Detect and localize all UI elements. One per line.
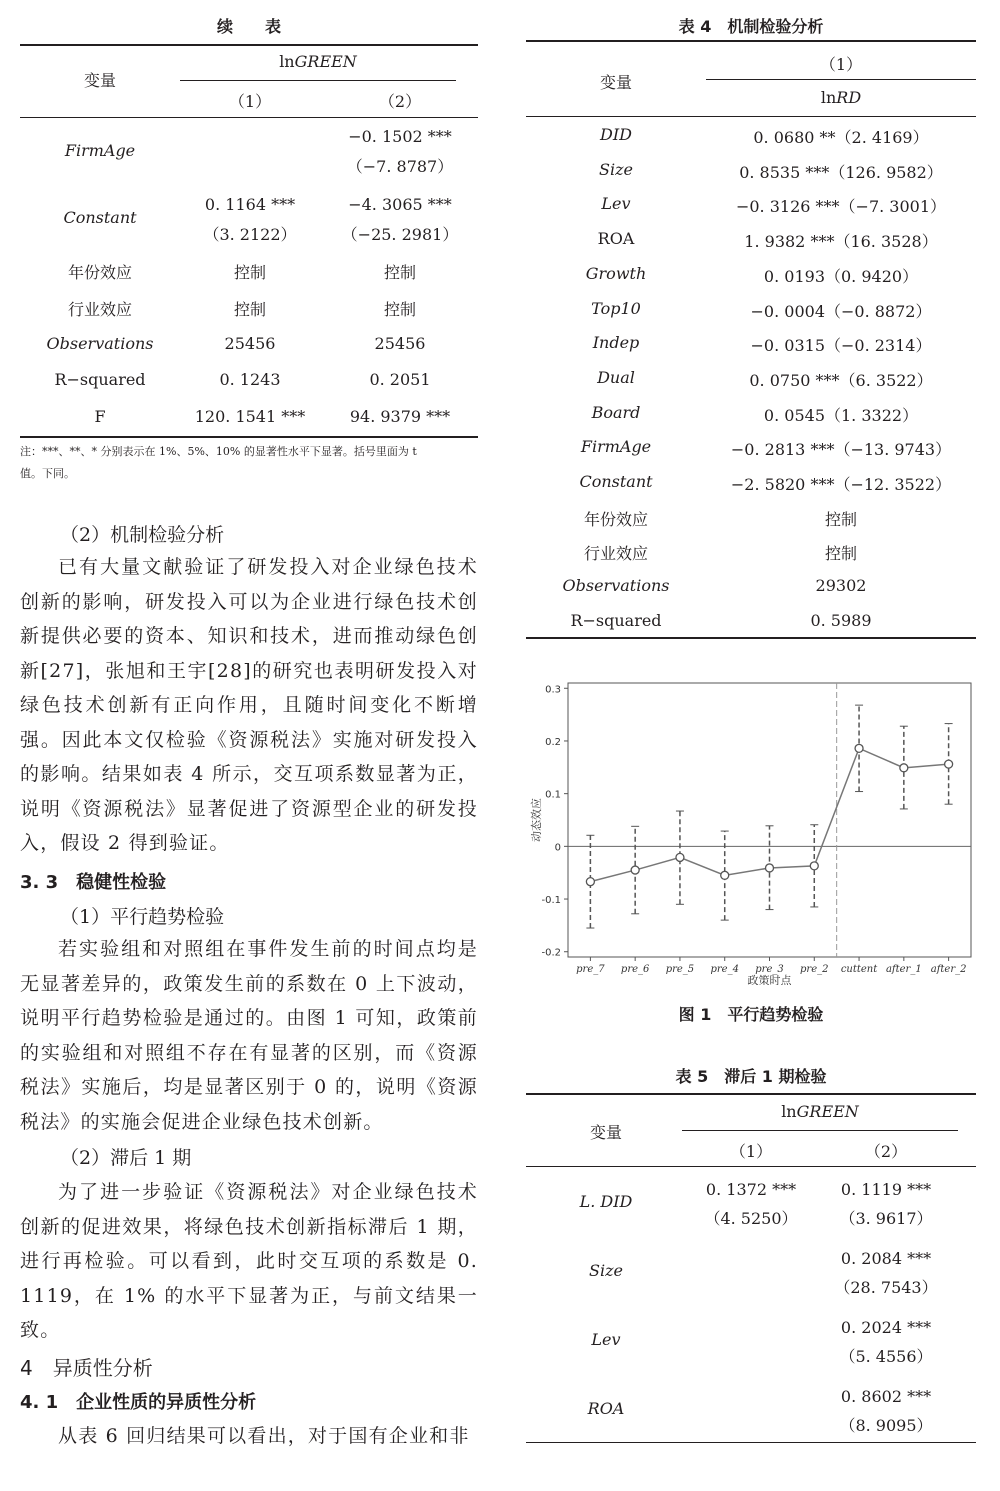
table4-span-rule xyxy=(706,79,976,80)
table5-row-label: Lev xyxy=(591,1330,621,1349)
table-cell: （−7. 8787） xyxy=(346,157,454,176)
table4-row-label: R−squared xyxy=(570,610,662,630)
header-variable: 变量 xyxy=(83,71,116,90)
table5-cell: 0. 1372 *** xyxy=(705,1180,797,1199)
header-span-rule xyxy=(180,80,456,81)
note-line: 值。下同。 xyxy=(20,467,75,480)
x-axis-label: 政策时点 xyxy=(747,974,792,985)
data-point xyxy=(586,878,594,886)
row-label: Constant xyxy=(63,208,137,227)
table4-cell: 0. 8535 ***（126. 9582） xyxy=(739,162,943,182)
table4-cell: 控制 xyxy=(824,509,857,529)
table-cell: 0. 1243 xyxy=(219,370,281,389)
table4-row-label: 年份效应 xyxy=(583,509,648,529)
table4-header-rule xyxy=(526,116,976,117)
table5-header-col1: （1） xyxy=(729,1142,773,1161)
table-note xyxy=(20,441,478,485)
table5-caption: 表 5 滞后 1 期检验 xyxy=(675,1067,827,1086)
y-tick-label: 0 xyxy=(554,842,561,854)
table5-cell: 0. 8602 *** xyxy=(840,1387,932,1406)
table4-bottom-rule xyxy=(526,637,976,639)
heading-parallel-trend: （1）平行趋势检验 xyxy=(60,906,225,928)
table-cell: −0. 1502 *** xyxy=(348,127,452,146)
table-cell: 0. 1164 *** xyxy=(204,195,296,214)
header-dependent: lnGREEN xyxy=(279,52,357,71)
figure1-chart xyxy=(526,675,976,985)
heading-mechanism: （2）机制检验分析 xyxy=(60,524,225,546)
x-tick-label: pre_5 xyxy=(665,964,695,975)
table4-cell: 0. 0545（1. 3322） xyxy=(763,405,919,425)
table4-row-label: ROA xyxy=(597,229,635,249)
header-rule xyxy=(20,117,478,118)
table5-top-rule xyxy=(526,1093,976,1095)
y-tick-label: 0.1 xyxy=(545,789,561,801)
header-col2: （2） xyxy=(378,92,422,111)
table5-cell: （4. 5250） xyxy=(704,1209,798,1228)
note-line: 注：***、**、* 分别表示在 1%、5%、10% 的显著性水平下显著。括号里面为 t xyxy=(20,445,417,458)
series-line xyxy=(590,748,948,881)
table4-row-label: Dual xyxy=(597,367,635,387)
table4-cell: −2. 5820 ***（−12. 3522） xyxy=(730,475,952,494)
y-tick-label: -0.2 xyxy=(541,947,561,959)
heading-lag: （2）滞后 1 期 xyxy=(60,1147,192,1169)
header-col1: （1） xyxy=(228,92,272,111)
table-cell: 控制 xyxy=(383,263,416,282)
row-label: Observations xyxy=(46,334,154,353)
table4-header-variable: 变量 xyxy=(599,73,632,92)
data-point xyxy=(631,866,639,874)
table-cell: 25456 xyxy=(224,334,276,353)
row-label: 行业效应 xyxy=(67,300,132,319)
table4-cell: 0. 0193（0. 9420） xyxy=(763,266,919,286)
table4-row-label: DID xyxy=(600,125,632,144)
table5-header-dependent: lnGREEN xyxy=(781,1102,859,1121)
y-axis-label: 动态效应 xyxy=(530,798,543,842)
table5-cell: 0. 1119 *** xyxy=(840,1180,932,1199)
table-cell: 0. 2051 xyxy=(369,370,431,389)
data-point xyxy=(721,871,729,879)
figure1-caption: 图 1 平行趋势检验 xyxy=(678,1005,824,1024)
table4-row-label: Observations xyxy=(562,576,670,596)
table5-span-rule xyxy=(682,1130,958,1131)
table4-row-label: 行业效应 xyxy=(583,544,648,564)
table4-cell: −0. 0004（−0. 8872） xyxy=(750,301,932,321)
table5-bottom-rule xyxy=(526,1442,976,1443)
data-point xyxy=(676,853,684,861)
table5-header-col2: （2） xyxy=(864,1142,908,1161)
table5-row-label: L. DID xyxy=(579,1192,633,1211)
data-point xyxy=(810,862,818,870)
table4-cell: 0. 0750 ***（6. 3522） xyxy=(749,370,933,390)
table4-cell: 29302 xyxy=(815,576,867,596)
table-cell: （3. 2122） xyxy=(203,225,297,244)
table4-row-label: Size xyxy=(599,159,633,179)
section-3-3: 3. 3 稳健性检验 xyxy=(20,872,167,893)
x-tick-label: after_1 xyxy=(885,964,922,975)
table4-caption: 表 4 机制检验分析 xyxy=(678,17,824,36)
paragraph-mechanism: 已有大量文献验证了研发投入对企业绿色技术创新的影响，研发投入可以为企业进行绿色技术创新提供必要的资本、知识和技术，进而推动绿色创新[27]，张旭和王宇[28]的研究也表明研发投入对绿色技术创新有正向作用，且随时间变化不断增强。因此本文仅检验《资源税法》实施对研发投入的影响。结果如表 4 所示，交互项系数显著为正，说明《资源税法》显著促进了资源型企业的研发投入，假设 2 得到验证。 xyxy=(20,556,478,854)
row-label: R−squared xyxy=(54,370,146,389)
table4-row-label: Indep xyxy=(592,333,640,353)
table4-cell: 1. 9382 ***（16. 3528） xyxy=(744,232,938,252)
table-cont-caption: 续 表 xyxy=(216,17,281,36)
table4-header-col1: （1） xyxy=(819,55,863,74)
x-tick-label: pre_4 xyxy=(710,964,739,975)
table-cell: 控制 xyxy=(383,300,416,319)
table-cell: 控制 xyxy=(233,300,266,319)
table4-cell: 控制 xyxy=(824,544,857,564)
table-bottom-rule xyxy=(20,436,478,438)
table4-header-dependent: lnRD xyxy=(820,88,862,107)
section-4: 4 异质性分析 xyxy=(20,1356,153,1380)
table-cell: 控制 xyxy=(233,263,266,282)
table5-cell: （28. 7543） xyxy=(834,1278,938,1297)
x-tick-label: pre_6 xyxy=(620,964,650,975)
table5-cell: （3. 9617） xyxy=(839,1209,933,1228)
table5-cell: （8. 9095） xyxy=(839,1416,933,1435)
table5-header-variable: 变量 xyxy=(589,1123,622,1142)
table-top-rule xyxy=(20,44,478,46)
table5-cell: （5. 4556） xyxy=(839,1347,933,1366)
table4-row-label: FirmAge xyxy=(580,437,652,457)
x-tick-label: pre_2 xyxy=(800,964,829,975)
x-tick-label: after_2 xyxy=(930,964,967,975)
row-label: 年份效应 xyxy=(67,263,132,282)
plot-frame xyxy=(568,683,971,957)
table4-cell: 0. 0680 **（2. 4169） xyxy=(753,128,929,147)
table4-cell: 0. 5989 xyxy=(810,610,872,630)
paragraph-4-1: 从表 6 回归结果可以看出，对于国有企业和非 xyxy=(58,1425,470,1447)
table4-top-rule xyxy=(526,40,976,42)
table-cell: 120. 1541 *** xyxy=(194,407,306,426)
table5-row-label: ROA xyxy=(587,1399,625,1418)
paragraph-parallel-trend: 若实验组和对照组在事件发生前的时间点均是无显著差异的，政策发生前的系数在 0 上下波动，说明平行趋势检验是通过的。由图 1 可知，政策前的实验组和对照组不存在有显著的区别，而《资源税法》实施后，均是显著区别于 0 的，说明《资源税法》的实施会促进企业绿色技术创新。 xyxy=(20,938,478,1133)
data-point xyxy=(855,744,863,752)
table4-row-label: Growth xyxy=(585,263,647,283)
table5-row-label: Size xyxy=(589,1261,623,1280)
row-label: F xyxy=(94,407,106,426)
section-4-1: 4. 1 企业性质的异质性分析 xyxy=(20,1392,257,1413)
table4-row-label: Constant xyxy=(579,472,653,491)
row-label: FirmAge xyxy=(64,141,136,160)
table5-header-rule xyxy=(526,1166,976,1167)
table-cell: 94. 9379 *** xyxy=(349,407,451,426)
table5-cell: 0. 2084 *** xyxy=(840,1249,932,1268)
data-point xyxy=(766,864,774,872)
x-tick-label: pre_7 xyxy=(576,964,605,975)
table5-cell: 0. 2024 *** xyxy=(840,1318,932,1337)
table-cell: （−25. 2981） xyxy=(341,225,459,244)
paragraph-lag: 为了进一步验证《资源税法》对企业绿色技术创新的促进效果，将绿色技术创新指标滞后 1 期，进行再检验。可以看到，此时交互项的系数是 0. 1119，在 1% 的水平下显著为正，与前文结果一致。 xyxy=(20,1181,478,1341)
table4-row-label: Board xyxy=(591,402,641,422)
data-point xyxy=(900,764,908,772)
table-cell: 25456 xyxy=(374,334,426,353)
x-tick-label: pre_3 xyxy=(755,964,784,975)
table4-row-label: Lev xyxy=(601,194,631,214)
y-tick-label: 0.2 xyxy=(545,736,561,748)
y-tick-label: -0.1 xyxy=(541,895,561,907)
data-point xyxy=(945,760,953,768)
table-cell: −4. 3065 *** xyxy=(348,195,452,214)
x-tick-label: cuttent xyxy=(840,964,878,975)
table4-cell: −0. 0315（−0. 2314） xyxy=(750,336,932,356)
y-tick-label: 0.3 xyxy=(545,684,561,696)
table4-row-label: Top10 xyxy=(591,298,641,318)
table4-cell: −0. 2813 ***（−13. 9743） xyxy=(730,440,952,460)
table4-cell: −0. 3126 ***（−7. 3001） xyxy=(735,197,947,217)
